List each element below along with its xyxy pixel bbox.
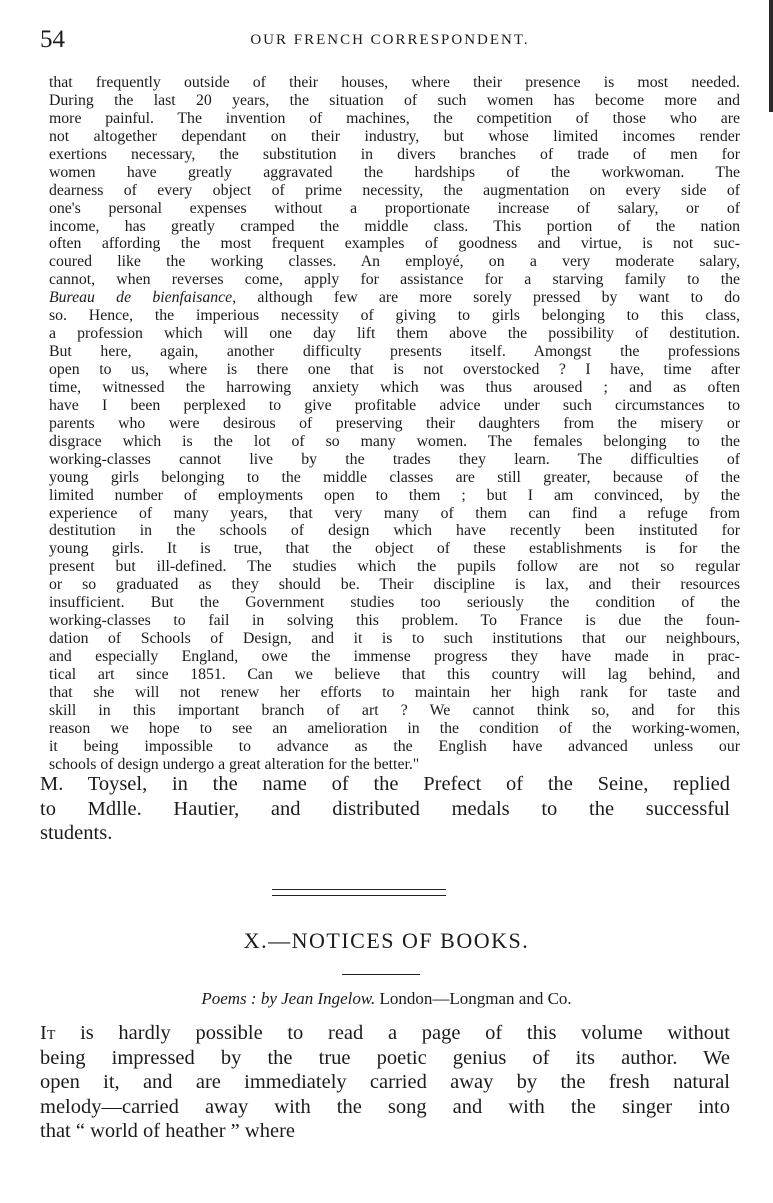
quoted-passage: [49, 74, 740, 774]
page-number: 54: [40, 26, 65, 53]
text-line: dearness of every object of prime necessity, the augmentation on every side of: [49, 181, 740, 199]
section-title: X.—NOTICES OF BOOKS.: [243, 928, 530, 953]
text-line: skill in this important branch of art ? We cannot think so, and for this: [49, 701, 740, 719]
text-line: coured like the working classes. An employé, on a very moderate salary,: [49, 253, 740, 271]
text-line: that frequently outside of their houses, where their presence is most needed.: [49, 74, 740, 91]
text-line: exertions necessary, the substitution in divers branches of trade of men for: [49, 145, 740, 163]
text-line: to Mdlle. Hautier, and distributed medals to the successful: [40, 797, 730, 820]
text-line: working-classes to fail in solving this problem. To France is due the foun-: [49, 612, 740, 630]
text-line: that “ world of heather ” where: [40, 1120, 295, 1142]
text-line: one's personal expenses without a proportionate increase of salary, or of: [49, 199, 740, 217]
text-line: not altogether dependant on their industry, but whose limited incomes render: [49, 127, 740, 145]
text-line: open to us, where is there one that is not overstocked ? I have, time after: [49, 361, 740, 378]
text-line: During the last 20 years, the situation of such women has become more and: [49, 91, 740, 109]
title-underline: [342, 974, 420, 975]
italic-phrase: Bureau de bienfaisance: [49, 289, 233, 307]
paragraph-toysel: [40, 772, 730, 846]
page-edge-rule: [769, 0, 773, 112]
text-line: melody—carried away with the song and with the singer into: [40, 1095, 730, 1118]
text-line: working-classes cannot live by the trades they learn. The difficulties of: [49, 450, 740, 468]
text-line: present but ill-defined. The studies which the pupils follow are not so regular: [49, 558, 740, 576]
text-line: schools of design undergo a great alteration for the better.": [49, 755, 420, 773]
text-line: dation of Schools of Design, and it is to such institutions that our neighbours,: [49, 630, 740, 648]
lead-word: It: [40, 1022, 56, 1044]
text-line: insufficient. But the Government studies too seriously the condition of the: [49, 594, 740, 612]
text-line: being impressed by the true poetic genius of its author. We: [40, 1046, 730, 1069]
text-line: But here, again, another difficulty presents itself. Amongst the professions: [49, 343, 740, 361]
text-line: open it, and are immediately carried away by the fresh natural: [40, 1071, 730, 1093]
page-header: [40, 26, 740, 56]
text-line: so. Hence, the imperious necessity of giving to girls belonging to this class,: [49, 307, 740, 325]
text-line: income, has greatly cramped the middle class. This portion of the nation: [49, 217, 740, 235]
text-line: young girls. It is true, that the object of these establishments is for the: [49, 540, 740, 558]
text-line: it being impossible to advance as the English have advanced unless our: [49, 737, 740, 755]
text-line: [49, 289, 740, 307]
text-line: destitution in the schools of design which have recently been instituted for: [49, 522, 740, 540]
text-line: that she will not renew her efforts to maintain her high rank for taste and: [49, 683, 740, 701]
section-divider: [272, 889, 446, 896]
text-line: young girls belonging to the middle classes are still greater, because of the: [49, 468, 740, 486]
text-fragment: is hardly possible to read a page of this volume without: [55, 1022, 730, 1044]
text-line: often affording the most frequent examples of goodness and virtue, is not suc-: [49, 235, 740, 253]
book-citation-title: Poems : by Jean Ingelow.: [201, 989, 376, 1008]
text-line: time, witnessed the harrowing anxiety which was thus aroused ; and as often: [49, 378, 740, 396]
book-citation-publisher: London—Longman and Co.: [375, 989, 572, 1008]
text-line: women have greatly aggravated the hardships of the workwoman. The: [49, 163, 740, 181]
text-line: experience of many years, that very many of them can find a refuge from: [49, 504, 740, 522]
text-line: [40, 1021, 730, 1046]
text-line: or so graduated as they should be. Their discipline is lax, and their resources: [49, 576, 740, 594]
text-line: cannot, when reverses come, apply for assistance for a starving family to the: [49, 271, 740, 289]
text-line: limited number of employments open to them ; but I am convinced, by the: [49, 486, 740, 504]
text-line: have I been perplexed to give profitable advice under such circumstances to: [49, 396, 740, 414]
paragraph-ingelow: [40, 1021, 730, 1144]
book-citation: [0, 989, 773, 1009]
text-line: reason we hope to see an amelioration in the condition of the working-women,: [49, 719, 740, 737]
running-head: OUR FRENCH CORRESPONDENT.: [250, 32, 530, 48]
text-line: parents who were desirous of preserving their daughters from the misery or: [49, 414, 740, 432]
text-line: and especially England, owe the immense progress they have made in prac-: [49, 648, 740, 665]
text-line: tical art since 1851. Can we believe that this country will lag behind, and: [49, 665, 740, 683]
text-line: disgrace which is the lot of so many women. The females belonging to the: [49, 432, 740, 450]
text-line: students.: [40, 822, 113, 844]
text-line: M. Toysel, in the name of the Prefect of the Seine, replied: [40, 773, 730, 795]
text-line: a profession which will one day lift them above the possibility of destitution.: [49, 325, 740, 343]
text-line: more painful. The invention of machines, the competition of those who are: [49, 109, 740, 127]
text-fragment: , although few are more sorely pressed by want to do: [232, 289, 740, 307]
